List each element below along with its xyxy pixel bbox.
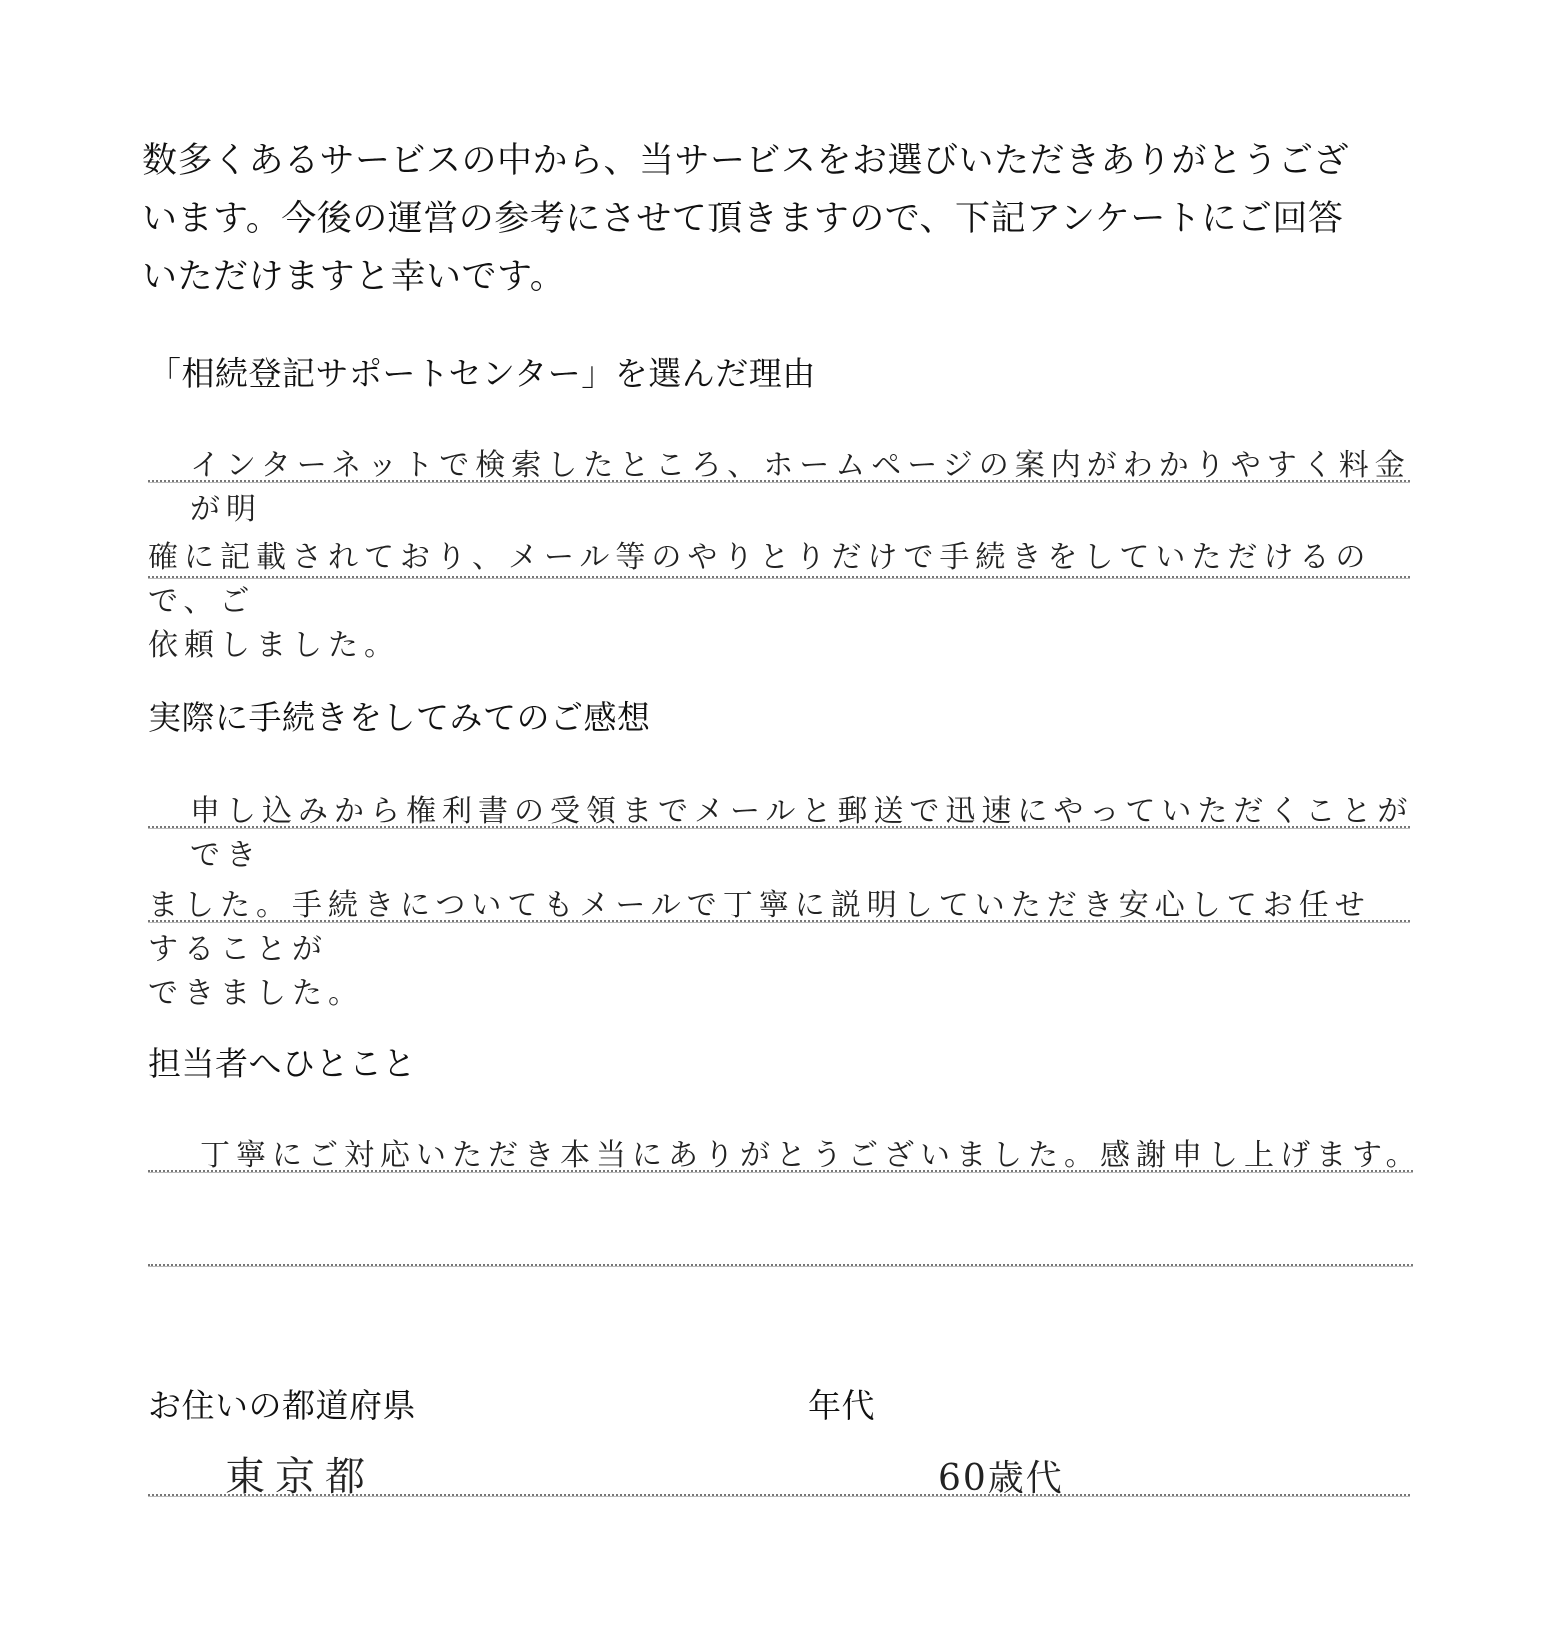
answer-rule [148,826,1410,829]
q3-answer-line: 丁寧にご対応いただき本当にありがとうございました。感謝申し上げます。 [200,1138,1422,1173]
q1-answer-line: 依頼しました。 [148,628,400,663]
age-label: 年代 [808,1386,875,1425]
answer-rule [148,920,1410,923]
q1-heading: 「相続登記サポートセンター」を選んだ理由 [148,354,816,393]
q1-answer-line: インターネットで検索したところ、ホームページの案内がわかりやすく料金が明 [190,448,1411,527]
q2-heading: 実際に手続きをしてみてのご感想 [148,698,651,737]
answer-rule [148,1170,1413,1173]
q2-answer-line: 申し込みから権利書の受領までメールと郵送で迅速にやっていただくことができ [190,794,1414,873]
survey-intro [142,132,1412,306]
answer-rule [148,1494,1410,1497]
q1-answer-line: 確に記載されており、メール等のやりとりだけで手続きをしていただけるので、ご [148,540,1372,619]
intro-line: います。今後の運営の参考にさせて頂きますので、下記アンケートにご回答 [142,199,1344,239]
answer-rule [148,1264,1413,1267]
intro-line: いただけますと幸いです。 [142,257,566,297]
answer-rule [148,576,1410,579]
age-value: 60歳代 [938,1458,1064,1499]
q3-heading: 担当者へひとこと [148,1044,416,1083]
q2-answer-line: できました。 [148,976,364,1011]
intro-line: 数多くあるサービスの中から、当サービスをお選びいただきありがとうござ [142,141,1350,181]
prefecture-value: 東京都 [225,1454,375,1500]
answer-rule [148,480,1410,483]
q2-answer-line: ました。手続きについてもメールで丁寧に説明していただき安心してお任せすることが [148,888,1371,967]
prefecture-label: お住いの都道府県 [148,1386,416,1425]
